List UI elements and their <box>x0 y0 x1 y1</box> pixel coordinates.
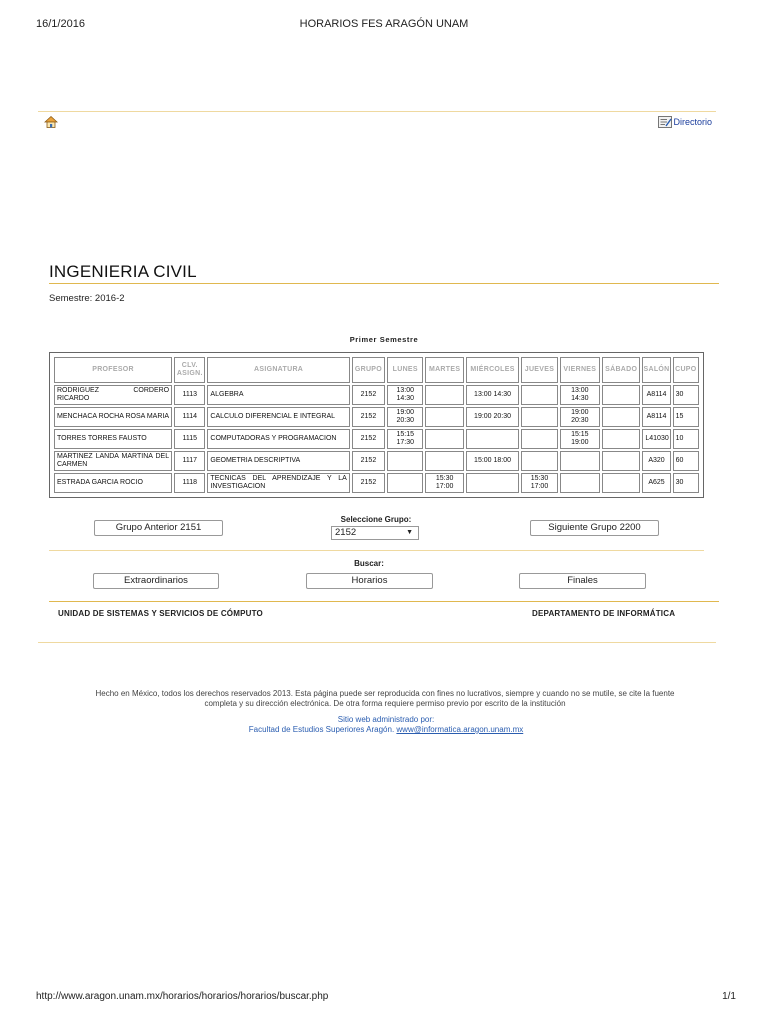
cell-martes <box>425 385 463 405</box>
cell-jueves <box>521 385 557 405</box>
top-links-bar <box>38 113 716 133</box>
cell-martes <box>425 429 463 449</box>
extraordinarios-button[interactable]: Extraordinarios <box>93 573 219 589</box>
cell-asignatura: ALGEBRA <box>207 385 349 405</box>
bottom-divider <box>38 642 716 643</box>
title-rule <box>49 283 719 284</box>
cell-cupo: 15 <box>673 407 699 427</box>
cell-viernes: 13:00 14:30 <box>560 385 600 405</box>
print-footer <box>0 991 768 1005</box>
cell-viernes <box>560 473 600 493</box>
table-header-row <box>54 357 699 383</box>
select-group-label: Seleccione Grupo: <box>340 515 412 524</box>
column-header-jueves: JUEVES <box>521 357 557 383</box>
home-icon[interactable] <box>44 115 58 129</box>
cell-sabado <box>602 473 640 493</box>
cell-jueves <box>521 407 557 427</box>
directory-label: Directorio <box>673 117 712 127</box>
cell-lunes: 15:15 17:30 <box>387 429 423 449</box>
section-heading: Primer Semestre <box>349 335 419 344</box>
page-title: INGENIERIA CIVIL <box>49 262 197 281</box>
group-select[interactable] <box>331 526 419 540</box>
cell-salon: L41030 <box>642 429 670 449</box>
column-header-martes: MARTES <box>425 357 463 383</box>
cell-jueves <box>521 429 557 449</box>
schedule-table <box>52 355 701 495</box>
legal-line-2: completa y su dirección electrónica. De otra forma requiere permiso previo por escrito de la institución <box>204 699 566 708</box>
cell-clave: 1115 <box>174 429 205 449</box>
cell-clave: 1114 <box>174 407 205 427</box>
admin-notice <box>0 715 768 735</box>
semestre-label: Semestre: 2016-2 <box>49 293 125 304</box>
cell-sabado <box>602 385 640 405</box>
cell-martes: 15:30 17:00 <box>425 473 463 493</box>
cell-grupo: 2152 <box>352 385 385 405</box>
print-date: 16/1/2016 <box>36 18 85 30</box>
cell-lunes: 13:00 14:30 <box>387 385 423 405</box>
cell-cupo: 30 <box>673 385 699 405</box>
cell-martes <box>425 407 463 427</box>
units-divider <box>49 601 719 602</box>
column-header-clave: CLV. ASIGN. <box>174 357 205 383</box>
table-row <box>54 385 699 405</box>
cell-grupo: 2152 <box>352 473 385 493</box>
column-header-profesor: PROFESOR <box>54 357 172 383</box>
cell-cupo: 60 <box>673 451 699 471</box>
table-row <box>54 473 699 493</box>
cell-jueves: 15:30 17:00 <box>521 473 557 493</box>
cell-viernes: 19:00 20:30 <box>560 407 600 427</box>
column-header-asignatura: ASIGNATURA <box>207 357 349 383</box>
cell-clave: 1117 <box>174 451 205 471</box>
cell-profesor: ESTRADA GARCIA ROCIO <box>54 473 172 493</box>
cell-clave: 1118 <box>174 473 205 493</box>
print-url: http://www.aragon.unam.mx/horarios/horarios/horarios/buscar.php <box>36 991 329 1002</box>
cell-asignatura: TECNICAS DEL APRENDIZAJE Y LA INVESTIGACION <box>207 473 349 493</box>
legal-notice <box>50 689 720 709</box>
column-header-grupo: GRUPO <box>352 357 385 383</box>
print-header <box>0 18 768 32</box>
print-page-number: 1/1 <box>722 991 736 1002</box>
cell-miercoles: 15:00 18:00 <box>466 451 520 471</box>
unit-name-right: DEPARTAMENTO DE INFORMÁTICA <box>532 609 676 618</box>
top-divider <box>38 111 716 112</box>
cell-miercoles: 13:00 14:30 <box>466 385 520 405</box>
finales-button[interactable]: Finales <box>519 573 646 589</box>
cell-clave: 1113 <box>174 385 205 405</box>
previous-group-button[interactable]: Grupo Anterior 2151 <box>94 520 223 536</box>
cell-sabado <box>602 407 640 427</box>
cell-profesor: MENCHACA ROCHA ROSA MARIA <box>54 407 172 427</box>
cell-miercoles <box>466 473 520 493</box>
cell-viernes <box>560 451 600 471</box>
cell-martes <box>425 451 463 471</box>
cell-asignatura: COMPUTADORAS Y PROGRAMACION <box>207 429 349 449</box>
cell-profesor: RODRIGUEZ CORDERO RICARDO <box>54 385 172 405</box>
cell-cupo: 30 <box>673 473 699 493</box>
dropdown-arrow-icon: ▼ <box>406 529 413 536</box>
horarios-button[interactable]: Horarios <box>306 573 433 589</box>
cell-lunes: 19:00 20:30 <box>387 407 423 427</box>
cell-sabado <box>602 451 640 471</box>
cell-viernes: 15:15 19:00 <box>560 429 600 449</box>
table-row <box>54 451 699 471</box>
table-row <box>54 407 699 427</box>
admin-label: Sitio web administrado por: <box>337 715 435 724</box>
cell-miercoles: 19:00 20:30 <box>466 407 520 427</box>
cell-salon: A625 <box>642 473 670 493</box>
cell-salon: A8114 <box>642 385 670 405</box>
cell-lunes <box>387 451 423 471</box>
table-row <box>54 429 699 449</box>
legal-line-1: Hecho en México, todos los derechos reservados 2013. Esta página puede ser reproducida con fines no lucrativos, siempre y cuando no se mutile, se cite la fuente <box>95 689 675 698</box>
print-title: HORARIOS FES ARAGÓN UNAM <box>299 18 469 30</box>
cell-salon: A8114 <box>642 407 670 427</box>
cell-sabado <box>602 429 640 449</box>
group-select-value: 2152 <box>335 527 357 538</box>
cell-profesor: MARTINEZ LANDA MARTINA DEL CARMEN <box>54 451 172 471</box>
directory-link[interactable] <box>658 116 712 128</box>
cell-grupo: 2152 <box>352 429 385 449</box>
column-header-lunes: LUNES <box>387 357 423 383</box>
cell-miercoles <box>466 429 520 449</box>
next-group-button[interactable]: Siguiente Grupo 2200 <box>530 520 659 536</box>
cell-cupo: 10 <box>673 429 699 449</box>
cell-asignatura: CALCULO DIFERENCIAL E INTEGRAL <box>207 407 349 427</box>
cell-asignatura: GEOMETRIA DESCRIPTIVA <box>207 451 349 471</box>
cell-jueves <box>521 451 557 471</box>
admin-email-link[interactable]: www@informatica.aragon.unam.mx <box>396 725 524 734</box>
admin-org: Facultad de Estudios Superiores Aragón. <box>248 725 395 734</box>
nav-divider <box>49 550 704 551</box>
cell-lunes <box>387 473 423 493</box>
cell-grupo: 2152 <box>352 451 385 471</box>
column-header-salon: SALÓN <box>642 357 670 383</box>
column-header-miercoles: MIÉRCOLES <box>466 357 520 383</box>
cell-salon: A320 <box>642 451 670 471</box>
cell-grupo: 2152 <box>352 407 385 427</box>
search-label: Buscar: <box>354 559 384 568</box>
directory-icon <box>658 116 672 128</box>
column-header-viernes: VIERNES <box>560 357 600 383</box>
unit-name-left: UNIDAD DE SISTEMAS Y SERVICIOS DE CÓMPUTO <box>58 609 263 618</box>
column-header-cupo: CUPO <box>673 357 699 383</box>
column-header-sabado: SÁBADO <box>602 357 640 383</box>
schedule-table-frame <box>49 352 704 498</box>
admin-org-line <box>0 725 768 735</box>
cell-profesor: TORRES TORRES FAUSTO <box>54 429 172 449</box>
